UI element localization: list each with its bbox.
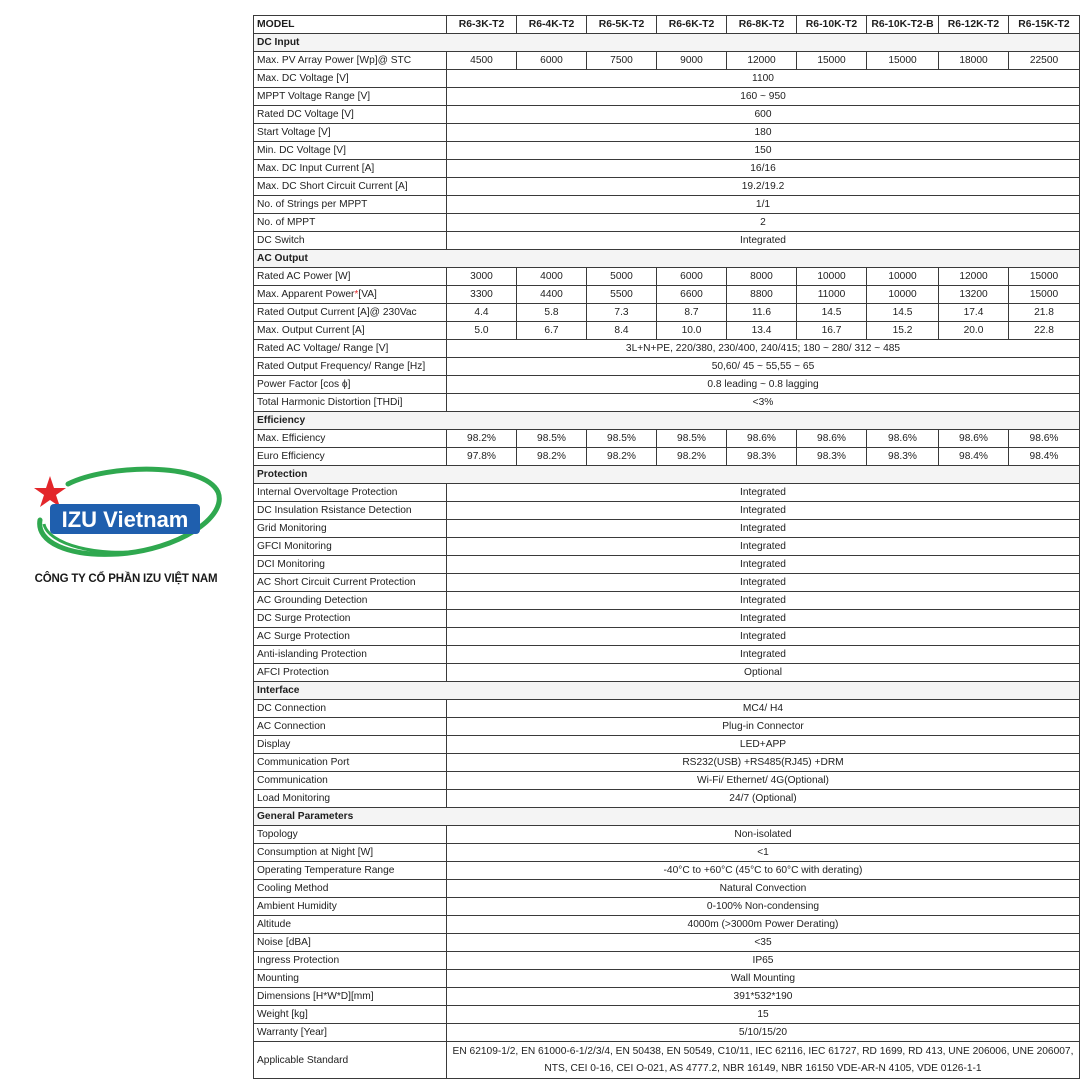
- spec-label-text: Cooling Method: [257, 883, 329, 894]
- spec-row: [254, 160, 1080, 178]
- spec-label: [254, 268, 447, 286]
- spec-value-merged: Integrated: [447, 574, 1080, 592]
- spec-label: [254, 628, 447, 646]
- spec-label: [254, 898, 447, 916]
- spec-label: [254, 88, 447, 106]
- spec-value: 6000: [517, 52, 587, 70]
- spec-value-merged: Wi-Fi/ Ethernet/ 4G(Optional): [447, 772, 1080, 790]
- spec-value-merged: Integrated: [447, 538, 1080, 556]
- spec-label: [254, 844, 447, 862]
- spec-label-text: Applicable Standard: [257, 1054, 349, 1066]
- spec-row: [254, 970, 1080, 988]
- section-header-row: [254, 808, 1080, 826]
- spec-value: 5500: [587, 286, 657, 304]
- spec-value-merged: 180: [447, 124, 1080, 142]
- spec-value-merged: Integrated: [447, 646, 1080, 664]
- spec-label-text: AC Short Circuit Current Protection: [257, 577, 416, 588]
- spec-label-text: Consumption at Night [W]: [257, 847, 374, 858]
- section-title: AC Output: [254, 250, 1080, 268]
- model-name: R6-12K-T2: [939, 16, 1009, 34]
- spec-label: [254, 592, 447, 610]
- spec-label: [254, 196, 447, 214]
- spec-label: [254, 736, 447, 754]
- spec-row: [254, 772, 1080, 790]
- spec-label-text: Load Monitoring: [257, 793, 331, 804]
- spec-value-merged: Integrated: [447, 556, 1080, 574]
- section-header-row: [254, 466, 1080, 484]
- spec-value: 11.6: [727, 304, 797, 322]
- spec-row: [254, 916, 1080, 934]
- spec-row: [254, 340, 1080, 358]
- logo-brand-text: IZU Vietnam: [61, 507, 189, 532]
- spec-label-text: Noise [dBA]: [257, 937, 311, 948]
- spec-row: [254, 88, 1080, 106]
- spec-value-merged: IP65: [447, 952, 1080, 970]
- spec-label-text: Power Factor [cos ϕ]: [257, 379, 351, 390]
- spec-value: 12000: [727, 52, 797, 70]
- spec-row: [254, 610, 1080, 628]
- spec-value-merged: RS232(USB) +RS485(RJ45) +DRM: [447, 754, 1080, 772]
- spec-label-text: Max. Output Current [A]: [257, 325, 365, 336]
- spec-label-text: MPPT Voltage Range [V]: [257, 91, 371, 102]
- spec-label-text: DC Switch: [257, 235, 305, 246]
- company-name: CÔNG TY CỔ PHẦN IZU VIỆT NAM: [34, 573, 218, 585]
- spec-value: 6000: [657, 268, 727, 286]
- spec-label-text: Rated AC Voltage/ Range [V]: [257, 343, 389, 354]
- spec-value: 8.4: [587, 322, 657, 340]
- spec-table: [253, 15, 1080, 1079]
- spec-label-text: DC Insulation Rsistance Detection: [257, 505, 412, 516]
- section-header-row: [254, 250, 1080, 268]
- spec-row: [254, 268, 1080, 286]
- spec-label: [254, 934, 447, 952]
- spec-value-merged: <3%: [447, 394, 1080, 412]
- spec-value: 15000: [1009, 268, 1080, 286]
- spec-label: [254, 970, 447, 988]
- spec-value: 15000: [797, 52, 867, 70]
- spec-row: [254, 754, 1080, 772]
- spec-label-text: Communication: [257, 775, 328, 786]
- spec-label-text: Communication Port: [257, 757, 350, 768]
- spec-label: [254, 358, 447, 376]
- spec-label-text: Operating Temperature Range: [257, 865, 395, 876]
- spec-value: 98.3%: [797, 448, 867, 466]
- spec-label: [254, 610, 447, 628]
- spec-row: [254, 322, 1080, 340]
- spec-label: [254, 52, 447, 70]
- spec-value: 13200: [939, 286, 1009, 304]
- spec-value: 98.5%: [517, 430, 587, 448]
- spec-value: 6.7: [517, 322, 587, 340]
- spec-row: [254, 934, 1080, 952]
- spec-label-text: Min. DC Voltage [V]: [257, 145, 346, 156]
- spec-label: [254, 232, 447, 250]
- model-name: R6-10K-T2: [797, 16, 867, 34]
- spec-value: 98.2%: [587, 448, 657, 466]
- spec-label-text: Internal Overvoltage Protection: [257, 487, 398, 498]
- spec-label-text: AC Connection: [257, 721, 326, 732]
- spec-label: [254, 304, 447, 322]
- spec-label: [254, 772, 447, 790]
- spec-label: [254, 142, 447, 160]
- spec-label-text: No. of Strings per MPPT: [257, 199, 368, 210]
- spec-label: [254, 70, 447, 88]
- spec-row: [254, 430, 1080, 448]
- spec-value-merged: Integrated: [447, 520, 1080, 538]
- spec-value-merged: 15: [447, 1006, 1080, 1024]
- spec-value: 18000: [939, 52, 1009, 70]
- spec-value-merged: 0-100% Non-condensing: [447, 898, 1080, 916]
- spec-value-merged: 391*532*190: [447, 988, 1080, 1006]
- spec-label: [254, 376, 447, 394]
- spec-value: 5000: [587, 268, 657, 286]
- spec-label-text: Max. Apparent Power: [257, 289, 355, 300]
- izu-logo-emblem: [28, 462, 224, 562]
- spec-value-merged: LED+APP: [447, 736, 1080, 754]
- spec-value: 98.2%: [517, 448, 587, 466]
- spec-value: 3000: [447, 268, 517, 286]
- spec-row: [254, 574, 1080, 592]
- model-name: R6-4K-T2: [517, 16, 587, 34]
- spec-value: 97.8%: [447, 448, 517, 466]
- spec-value-merged: 2: [447, 214, 1080, 232]
- spec-value-merged: 24/7 (Optional): [447, 790, 1080, 808]
- spec-label-text: AFCI Protection: [257, 667, 329, 678]
- model-name: R6-3K-T2: [447, 16, 517, 34]
- spec-value-merged: 50,60/ 45 ~ 55,55 ~ 65: [447, 358, 1080, 376]
- spec-label-text: Rated Output Current [A]@ 230Vac: [257, 307, 417, 318]
- spec-row: [254, 124, 1080, 142]
- spec-value: 98.4%: [1009, 448, 1080, 466]
- spec-row: [254, 1006, 1080, 1024]
- spec-value: 9000: [657, 52, 727, 70]
- model-header-row: [254, 16, 1080, 34]
- spec-value: 98.5%: [657, 430, 727, 448]
- spec-label: [254, 916, 447, 934]
- spec-value: 16.7: [797, 322, 867, 340]
- section-header-row: [254, 682, 1080, 700]
- spec-value: 10000: [797, 268, 867, 286]
- spec-value: 15000: [1009, 286, 1080, 304]
- section-title: Protection: [254, 466, 1080, 484]
- section-title: Efficiency: [254, 412, 1080, 430]
- spec-row: [254, 628, 1080, 646]
- spec-label: [254, 556, 447, 574]
- company-logo: [6, 462, 246, 592]
- spec-value-merged: Integrated: [447, 610, 1080, 628]
- spec-label: [254, 538, 447, 556]
- spec-label: [254, 754, 447, 772]
- spec-value: 98.6%: [867, 430, 939, 448]
- spec-row: [254, 556, 1080, 574]
- spec-row: [254, 1042, 1080, 1079]
- red-star-icon: [34, 476, 66, 507]
- spec-row: [254, 1024, 1080, 1042]
- spec-value: 4.4: [447, 304, 517, 322]
- spec-label-text: Weight [kg]: [257, 1009, 308, 1020]
- spec-value: 11000: [797, 286, 867, 304]
- spec-value: 13.4: [727, 322, 797, 340]
- spec-value-merged: Wall Mounting: [447, 970, 1080, 988]
- spec-value: 21.8: [1009, 304, 1080, 322]
- spec-table-body: [254, 34, 1080, 1079]
- spec-label-text: GFCI Monitoring: [257, 541, 332, 552]
- spec-value: 15.2: [867, 322, 939, 340]
- model-name: R6-6K-T2: [657, 16, 727, 34]
- spec-label-text: Euro Efficiency: [257, 451, 325, 462]
- spec-value-merged: EN 62109-1/2, EN 61000-6-1/2/3/4, EN 50438, EN 50549, C10/11, IEC 62116, IEC 61727, RD 1699, RD 413, UNE 206006, UNE 206007, NTS, CEI 0-16, CEI O-021, AS 4777.2, NBR 16149, NBR 16150 VDE-AR-N 4105, VDE 0126-1-1: [447, 1042, 1080, 1079]
- spec-value-merged: 160 ~ 950: [447, 88, 1080, 106]
- spec-value: 98.5%: [587, 430, 657, 448]
- spec-value-merged: -40°C to +60°C (45°C to 60°C with derating): [447, 862, 1080, 880]
- spec-value: 14.5: [797, 304, 867, 322]
- spec-value: 98.3%: [867, 448, 939, 466]
- spec-value: 14.5: [867, 304, 939, 322]
- spec-row: [254, 664, 1080, 682]
- spec-value-merged: 3L+N+PE, 220/380, 230/400, 240/415; 180 ~ 280/ 312 ~ 485: [447, 340, 1080, 358]
- spec-value: 98.2%: [657, 448, 727, 466]
- spec-row: [254, 898, 1080, 916]
- spec-row: [254, 646, 1080, 664]
- spec-label: [254, 952, 447, 970]
- spec-value-merged: 16/16: [447, 160, 1080, 178]
- model-name: R6-10K-T2-B: [867, 16, 939, 34]
- spec-value: 17.4: [939, 304, 1009, 322]
- spec-value-merged: Plug-in Connector: [447, 718, 1080, 736]
- spec-value: 98.6%: [727, 430, 797, 448]
- spec-value-merged: <1: [447, 844, 1080, 862]
- spec-row: [254, 952, 1080, 970]
- spec-label-text: AC Surge Protection: [257, 631, 350, 642]
- spec-row: [254, 790, 1080, 808]
- spec-label: [254, 1006, 447, 1024]
- spec-row: [254, 70, 1080, 88]
- spec-label-text: Dimensions [H*W*D][mm]: [257, 991, 374, 1002]
- spec-label-text: Max. DC Short Circuit Current [A]: [257, 181, 408, 192]
- spec-value: 4000: [517, 268, 587, 286]
- spec-row: [254, 448, 1080, 466]
- spec-label: [254, 124, 447, 142]
- spec-label: [254, 1042, 447, 1079]
- spec-value-merged: Integrated: [447, 232, 1080, 250]
- spec-value: 7500: [587, 52, 657, 70]
- spec-value-merged: Optional: [447, 664, 1080, 682]
- spec-row: [254, 304, 1080, 322]
- spec-row: [254, 214, 1080, 232]
- spec-label-text: Max. DC Voltage [V]: [257, 73, 349, 84]
- spec-value: 98.3%: [727, 448, 797, 466]
- spec-label-text: Anti-islanding Protection: [257, 649, 367, 660]
- spec-label-text: Rated DC Voltage [V]: [257, 109, 354, 120]
- spec-value-merged: Natural Convection: [447, 880, 1080, 898]
- spec-label-text: DC Connection: [257, 703, 327, 714]
- model-header-label: MODEL: [254, 16, 447, 34]
- spec-value: 98.6%: [939, 430, 1009, 448]
- section-header-row: [254, 412, 1080, 430]
- spec-value: 4500: [447, 52, 517, 70]
- spec-value: 8.7: [657, 304, 727, 322]
- spec-label: [254, 502, 447, 520]
- spec-value: 5.8: [517, 304, 587, 322]
- spec-value: 10.0: [657, 322, 727, 340]
- spec-label: [254, 988, 447, 1006]
- spec-label: [254, 700, 447, 718]
- spec-label-text: Start Voltage [V]: [257, 127, 331, 138]
- spec-label-text: Altitude: [257, 919, 291, 930]
- spec-value: 6600: [657, 286, 727, 304]
- spec-value-merged: 600: [447, 106, 1080, 124]
- spec-value: 4400: [517, 286, 587, 304]
- spec-label: [254, 664, 447, 682]
- spec-row: [254, 988, 1080, 1006]
- spec-value: 10000: [867, 286, 939, 304]
- spec-row: [254, 394, 1080, 412]
- footnote-star: *: [354, 289, 359, 300]
- spec-label-text: Grid Monitoring: [257, 523, 327, 534]
- spec-row: [254, 844, 1080, 862]
- spec-label: [254, 862, 447, 880]
- spec-label: [254, 286, 447, 304]
- spec-label: [254, 448, 447, 466]
- spec-row: [254, 736, 1080, 754]
- spec-value-merged: <35: [447, 934, 1080, 952]
- spec-row: [254, 142, 1080, 160]
- spec-label: [254, 430, 447, 448]
- spec-label-text: Ingress Protection: [257, 955, 340, 966]
- spec-label-text: Max. DC Input Current [A]: [257, 163, 375, 174]
- spec-label: [254, 574, 447, 592]
- model-name: R6-8K-T2: [727, 16, 797, 34]
- spec-label: [254, 394, 447, 412]
- spec-value: 22.8: [1009, 322, 1080, 340]
- spec-row: [254, 232, 1080, 250]
- spec-value-merged: 150: [447, 142, 1080, 160]
- spec-label-text: Warranty [Year]: [257, 1027, 328, 1038]
- spec-row: [254, 520, 1080, 538]
- spec-value: 22500: [1009, 52, 1080, 70]
- spec-label-text: AC Grounding Detection: [257, 595, 368, 606]
- spec-row: [254, 484, 1080, 502]
- spec-label-text: No. of MPPT: [257, 217, 316, 228]
- spec-row: [254, 106, 1080, 124]
- section-header-row: [254, 34, 1080, 52]
- spec-row: [254, 826, 1080, 844]
- spec-value: 7.3: [587, 304, 657, 322]
- spec-row: [254, 880, 1080, 898]
- spec-label: [254, 340, 447, 358]
- spec-row: [254, 358, 1080, 376]
- spec-label-text: Total Harmonic Distortion [THDi]: [257, 397, 403, 408]
- spec-label-text: Max. Efficiency: [257, 433, 326, 444]
- spec-row: [254, 52, 1080, 70]
- spec-value: 8000: [727, 268, 797, 286]
- spec-value: 5.0: [447, 322, 517, 340]
- section-title: DC Input: [254, 34, 1080, 52]
- spec-row: [254, 700, 1080, 718]
- model-name: R6-5K-T2: [587, 16, 657, 34]
- spec-value-merged: 5/10/15/20: [447, 1024, 1080, 1042]
- spec-value-merged: 1100: [447, 70, 1080, 88]
- spec-value-merged: Integrated: [447, 502, 1080, 520]
- spec-row: [254, 286, 1080, 304]
- spec-value-merged: Integrated: [447, 484, 1080, 502]
- spec-label-text: Mounting: [257, 973, 299, 984]
- spec-row: [254, 538, 1080, 556]
- spec-label: [254, 1024, 447, 1042]
- spec-label: [254, 214, 447, 232]
- spec-label: [254, 484, 447, 502]
- spec-value: 98.6%: [1009, 430, 1080, 448]
- spec-label: [254, 520, 447, 538]
- spec-value-merged: 1/1: [447, 196, 1080, 214]
- spec-value: 3300: [447, 286, 517, 304]
- spec-value-merged: MC4/ H4: [447, 700, 1080, 718]
- spec-row: [254, 376, 1080, 394]
- spec-label-text: DCI Monitoring: [257, 559, 325, 570]
- spec-label-text: Topology: [257, 829, 298, 840]
- spec-label-text: Max. PV Array Power [Wp]@ STC: [257, 55, 412, 66]
- spec-label: [254, 106, 447, 124]
- spec-value: 98.4%: [939, 448, 1009, 466]
- spec-value-merged: Integrated: [447, 628, 1080, 646]
- spec-label: [254, 718, 447, 736]
- spec-label: [254, 160, 447, 178]
- spec-label-text: Rated AC Power [W]: [257, 271, 351, 282]
- spec-label: [254, 880, 447, 898]
- spec-value: 8800: [727, 286, 797, 304]
- spec-label-text: Rated Output Frequency/ Range [Hz]: [257, 361, 426, 372]
- spec-label: [254, 322, 447, 340]
- model-name: R6-15K-T2: [1009, 16, 1080, 34]
- spec-value: 12000: [939, 268, 1009, 286]
- spec-value-merged: Integrated: [447, 592, 1080, 610]
- spec-row: [254, 592, 1080, 610]
- spec-label-text: Display: [257, 739, 291, 750]
- spec-label: [254, 826, 447, 844]
- spec-value: 20.0: [939, 322, 1009, 340]
- spec-row: [254, 178, 1080, 196]
- spec-row: [254, 718, 1080, 736]
- section-title: Interface: [254, 682, 1080, 700]
- spec-label: [254, 790, 447, 808]
- spec-label: [254, 646, 447, 664]
- spec-row: [254, 862, 1080, 880]
- spec-label-text: DC Surge Protection: [257, 613, 351, 624]
- section-title: General Parameters: [254, 808, 1080, 826]
- spec-value-merged: 0.8 leading ~ 0.8 lagging: [447, 376, 1080, 394]
- spec-value-merged: 4000m (>3000m Power Derating): [447, 916, 1080, 934]
- spec-value: 10000: [867, 268, 939, 286]
- spec-row: [254, 196, 1080, 214]
- spec-value-merged: Non-isolated: [447, 826, 1080, 844]
- spec-label-unit: [VA]: [358, 289, 377, 300]
- spec-value: 15000: [867, 52, 939, 70]
- spec-row: [254, 502, 1080, 520]
- spec-value-merged: 19.2/19.2: [447, 178, 1080, 196]
- spec-value: 98.2%: [447, 430, 517, 448]
- spec-label-text: Ambient Humidity: [257, 901, 337, 912]
- spec-label: [254, 178, 447, 196]
- spec-value: 98.6%: [797, 430, 867, 448]
